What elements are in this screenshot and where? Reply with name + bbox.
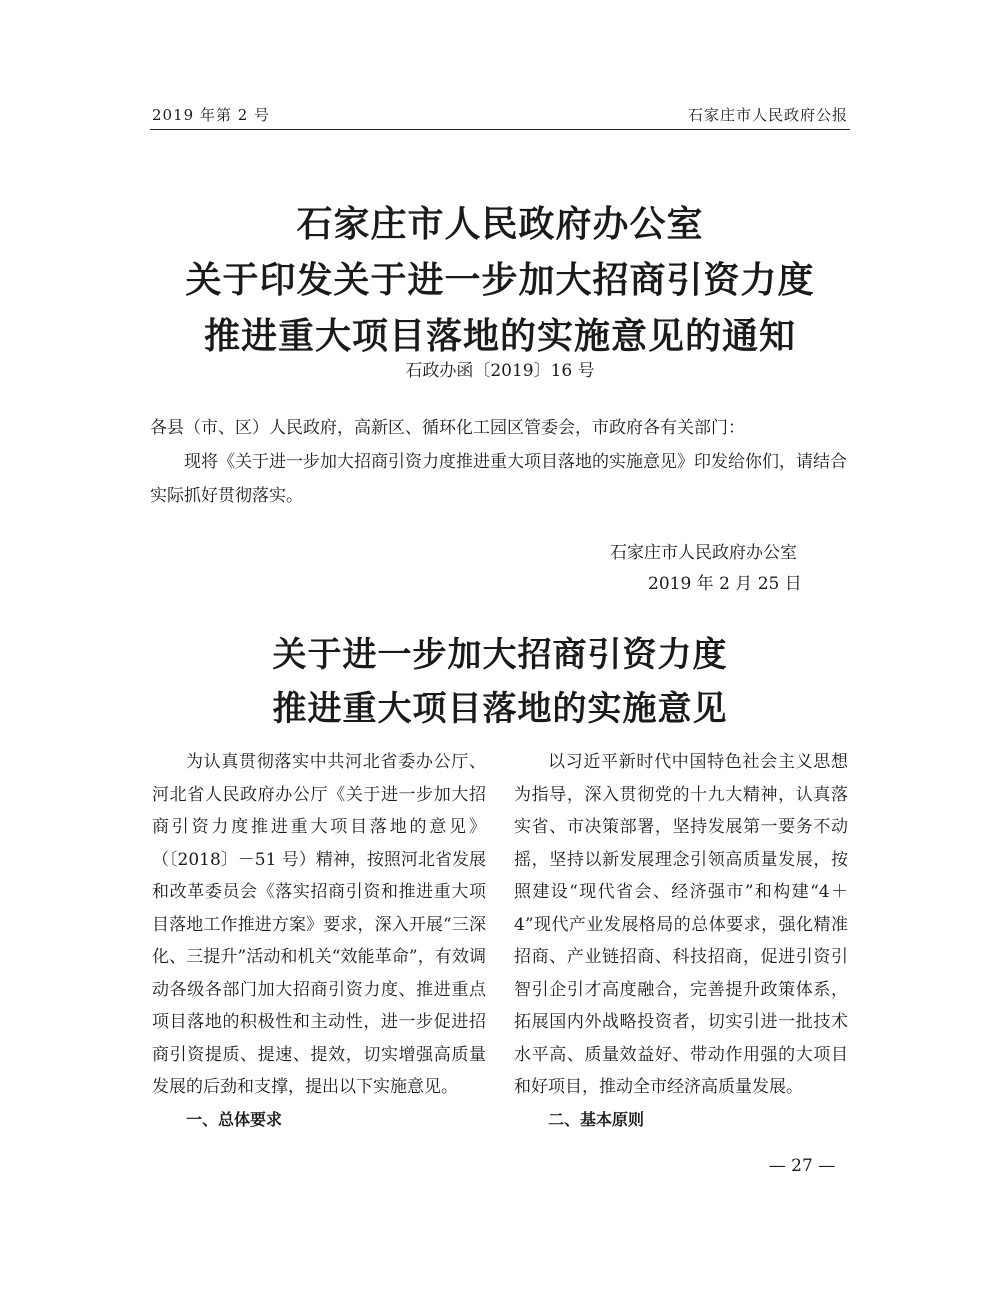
signature: 石家庄市人民政府办公室 — [610, 543, 797, 563]
page-number: — 27 — — [768, 1156, 836, 1176]
opinion-title-line-2: 推进重大项目落地的实施意见 — [272, 689, 728, 729]
notice-title-line-2: 关于印发关于进一步加大招商引资力度 — [185, 259, 815, 301]
issue-label: 2019 年第 2 号 — [152, 106, 271, 124]
opinion-title-line-1: 关于进一步加大招商引资力度 — [272, 635, 728, 675]
document-number: 石政办函〔2019〕16 号 — [405, 361, 595, 381]
left-column — [152, 746, 486, 1136]
section-heading-general: 一、总体要求 — [186, 1109, 283, 1129]
section-heading-principles: 二、基本原则 — [548, 1109, 645, 1129]
notice-body: 现将《关于进一步加大招商引资力度推进重大项目落地的实施意见》印发给你们，请结合实际抓好贯彻落实。 — [150, 452, 847, 506]
notice-title-line-1: 石家庄市人民政府办公室 — [296, 203, 704, 245]
notice-title — [150, 196, 850, 364]
left-paragraph: 为认真贯彻落实中共河北省委办公厅、河北省人民政府办公厅《关于进一步加大招商引资力度推进重大项目落地的意见》（〔2018〕－51 号）精神，按照河北省发展和改革委员会《落实招商引资和推进重大项目落地工作推进方案》要求，深入开展“三深化、三提升”活动和机关“效能革命”，有效调动各级各部门加大招商引资力度、推进重点项目落地的积极性和主动性，进一步促进招商引资提质、提速、提效，切实增强高质量发展的后劲和支撑，提出以下实施意见。 — [152, 752, 486, 1097]
opinion-title — [150, 628, 850, 736]
publication-name: 石家庄市人民政府公报 — [687, 106, 848, 124]
issue-date: 2019 年 2 月 25 日 — [648, 574, 802, 594]
notice-title-line-3: 推进重大项目落地的实施意见的通知 — [203, 315, 796, 357]
notice-addressee: 各县（市、区）人民政府，高新区、循环化工园区管委会，市政府各有关部门： — [150, 418, 745, 438]
right-column — [514, 746, 848, 1136]
header-rule — [150, 129, 850, 130]
right-paragraph: 以习近平新时代中国特色社会主义思想为指导，深入贯彻党的十九大精神，认真落实省、市决策部署，坚持发展第一要务不动摇，坚持以新发展理念引领高质量发展，按照建设“现代省会、经济强市”和构建“4＋4”现代产业发展格局的总体要求，强化精准招商、产业链招商、科技招商，促进引资引智引企引才高度融合，完善提升政策体系，拓展国内外战略投资者，切实引进一批技术水平高、质量效益好、带动作用强的大项目和好项目，推动全市经济高质量发展。 — [514, 752, 848, 1097]
